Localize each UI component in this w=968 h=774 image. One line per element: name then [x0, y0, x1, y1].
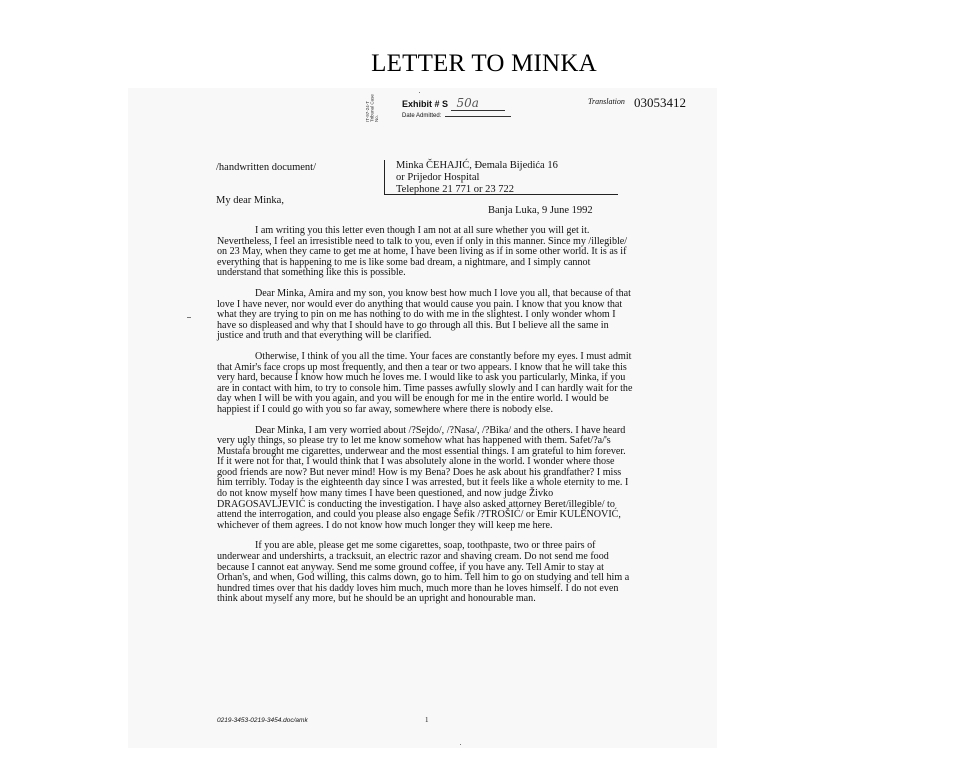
footer-page-number: 1: [425, 716, 429, 724]
address-block: [384, 160, 618, 195]
letter-body: [217, 226, 633, 615]
page-title: LETTER TO MINKA: [371, 50, 597, 77]
exhibit-stamp: [366, 92, 536, 126]
address-line-3: Telephone 21 771 or 23 722: [396, 184, 514, 195]
paragraph: Otherwise, I think of you all the time. Your faces are constantly before my eyes. I must admit that Amir's face crops up most frequently, and then a tear or two appears. I know that he will take this very hard, because I know how much he loves me. I would like to ask you particularly, Minka, if you are in contact with him, to try to console him. Time passes awfully slowly and I can hardly wait for the day when I will be with you again, and you will be enough for me in the entire world. I would be happiest if I could go with you so far away, somewhere where there is nobody else.: [217, 350, 633, 415]
paragraph: Dear Minka, Amira and my son, you know best how much I love you all, that because of that love I have never, nor would ever do anything that would cause you pain. I know that you know that what they are trying to pin on me has nothing to do with me in the slightest. I only wonder whom I have so displeased and why that I should have to go through all this. But I believe all the same in justice and truth and that everything will be clarified.: [217, 287, 631, 342]
paragraph: If you are able, please get me some cigarettes, soap, toothpaste, two or three pairs of underwear and undershirts, a tracksuit, an electric razor and shaving cream. Do not send me food because I cannot eat anyway. Send me some ground coffee, if you have any. Tell Amir to stay at Orhan's, and when, God willing, this calms down, go to him. Tell him to go on studying and tell him a hundred times over that his daddy loves him much, much more than he loves himself. I do not even think about myself any more, but he should be an upright and honourable man.: [217, 540, 630, 605]
handwritten-note: /handwritten document/: [216, 162, 317, 173]
place-date: Banja Luka, 9 June 1992: [488, 205, 593, 216]
date-admitted-row: [402, 113, 511, 119]
paragraph: I am writing you this letter even though I am not at all sure whether you will get it. Nevertheless, I feel an irresistible need to talk to you, even if only in this manner. Since my /illegible/ on 23 May, when they came to get me at home, I have been living as if in some other world. It is as if everything that is happening to me is like some bad dream, a nightmare, and I simply cannot understand that something like this is possible.: [217, 225, 628, 279]
translation-number: 03053412: [634, 95, 686, 110]
exhibit-label-row: [402, 96, 505, 111]
address-line-2: or Prijedor Hospital: [396, 172, 480, 183]
stamp-side-text: IT-97-24-T Tribunal Case No.: [365, 94, 379, 122]
date-admitted-line: [445, 116, 511, 117]
salutation: My dear Minka,: [216, 195, 284, 206]
date-admitted-label: Date Admitted:: [402, 113, 442, 119]
paragraph: Dear Minka, I am very worried about /?Sejdo/, /?Nasa/, /?Bika/ and the others. I have heard very ugly things, so please try to let me know somehow what has happened with them. Safet/?a/'s Mustafa brought me cigarettes, underwear and the most essential things. I am grateful to him forever. If it were not for that, I would think that I was absolutely alone in the world. I wonder where those good friends are now? But never mind! How is my Bena? Does he ask about his grandfather? I miss him terribly. Today is the eighteenth day since I was arrested, but it feels like a whole eternity to me. I do not know myself how many times I have been questioned, and now judge Živko DRAGOSAVLJEVIĆ is conducting the investigation. I have also asked attorney Beret/illegible/ to attend the interrogation, and could you please also engage Šefik /?TROŠIĆ/ or Emir KULENOVIĆ, whichever of them agrees. I do not know how much longer they will keep me here.: [217, 424, 629, 531]
scan-speck: [187, 317, 191, 318]
exhibit-number: 50a: [451, 96, 505, 111]
footer-file-ref: 0219-3453-0219-3454.doc/amk: [217, 717, 308, 724]
exhibit-label: Exhibit # S: [402, 99, 449, 109]
translation-label: Translation: [588, 97, 625, 106]
scan-speck: [419, 92, 420, 93]
address-line-1: Minka ČEHAJIĆ, Đemala Bijedića 16: [396, 160, 558, 171]
scan-speck: [460, 744, 461, 745]
